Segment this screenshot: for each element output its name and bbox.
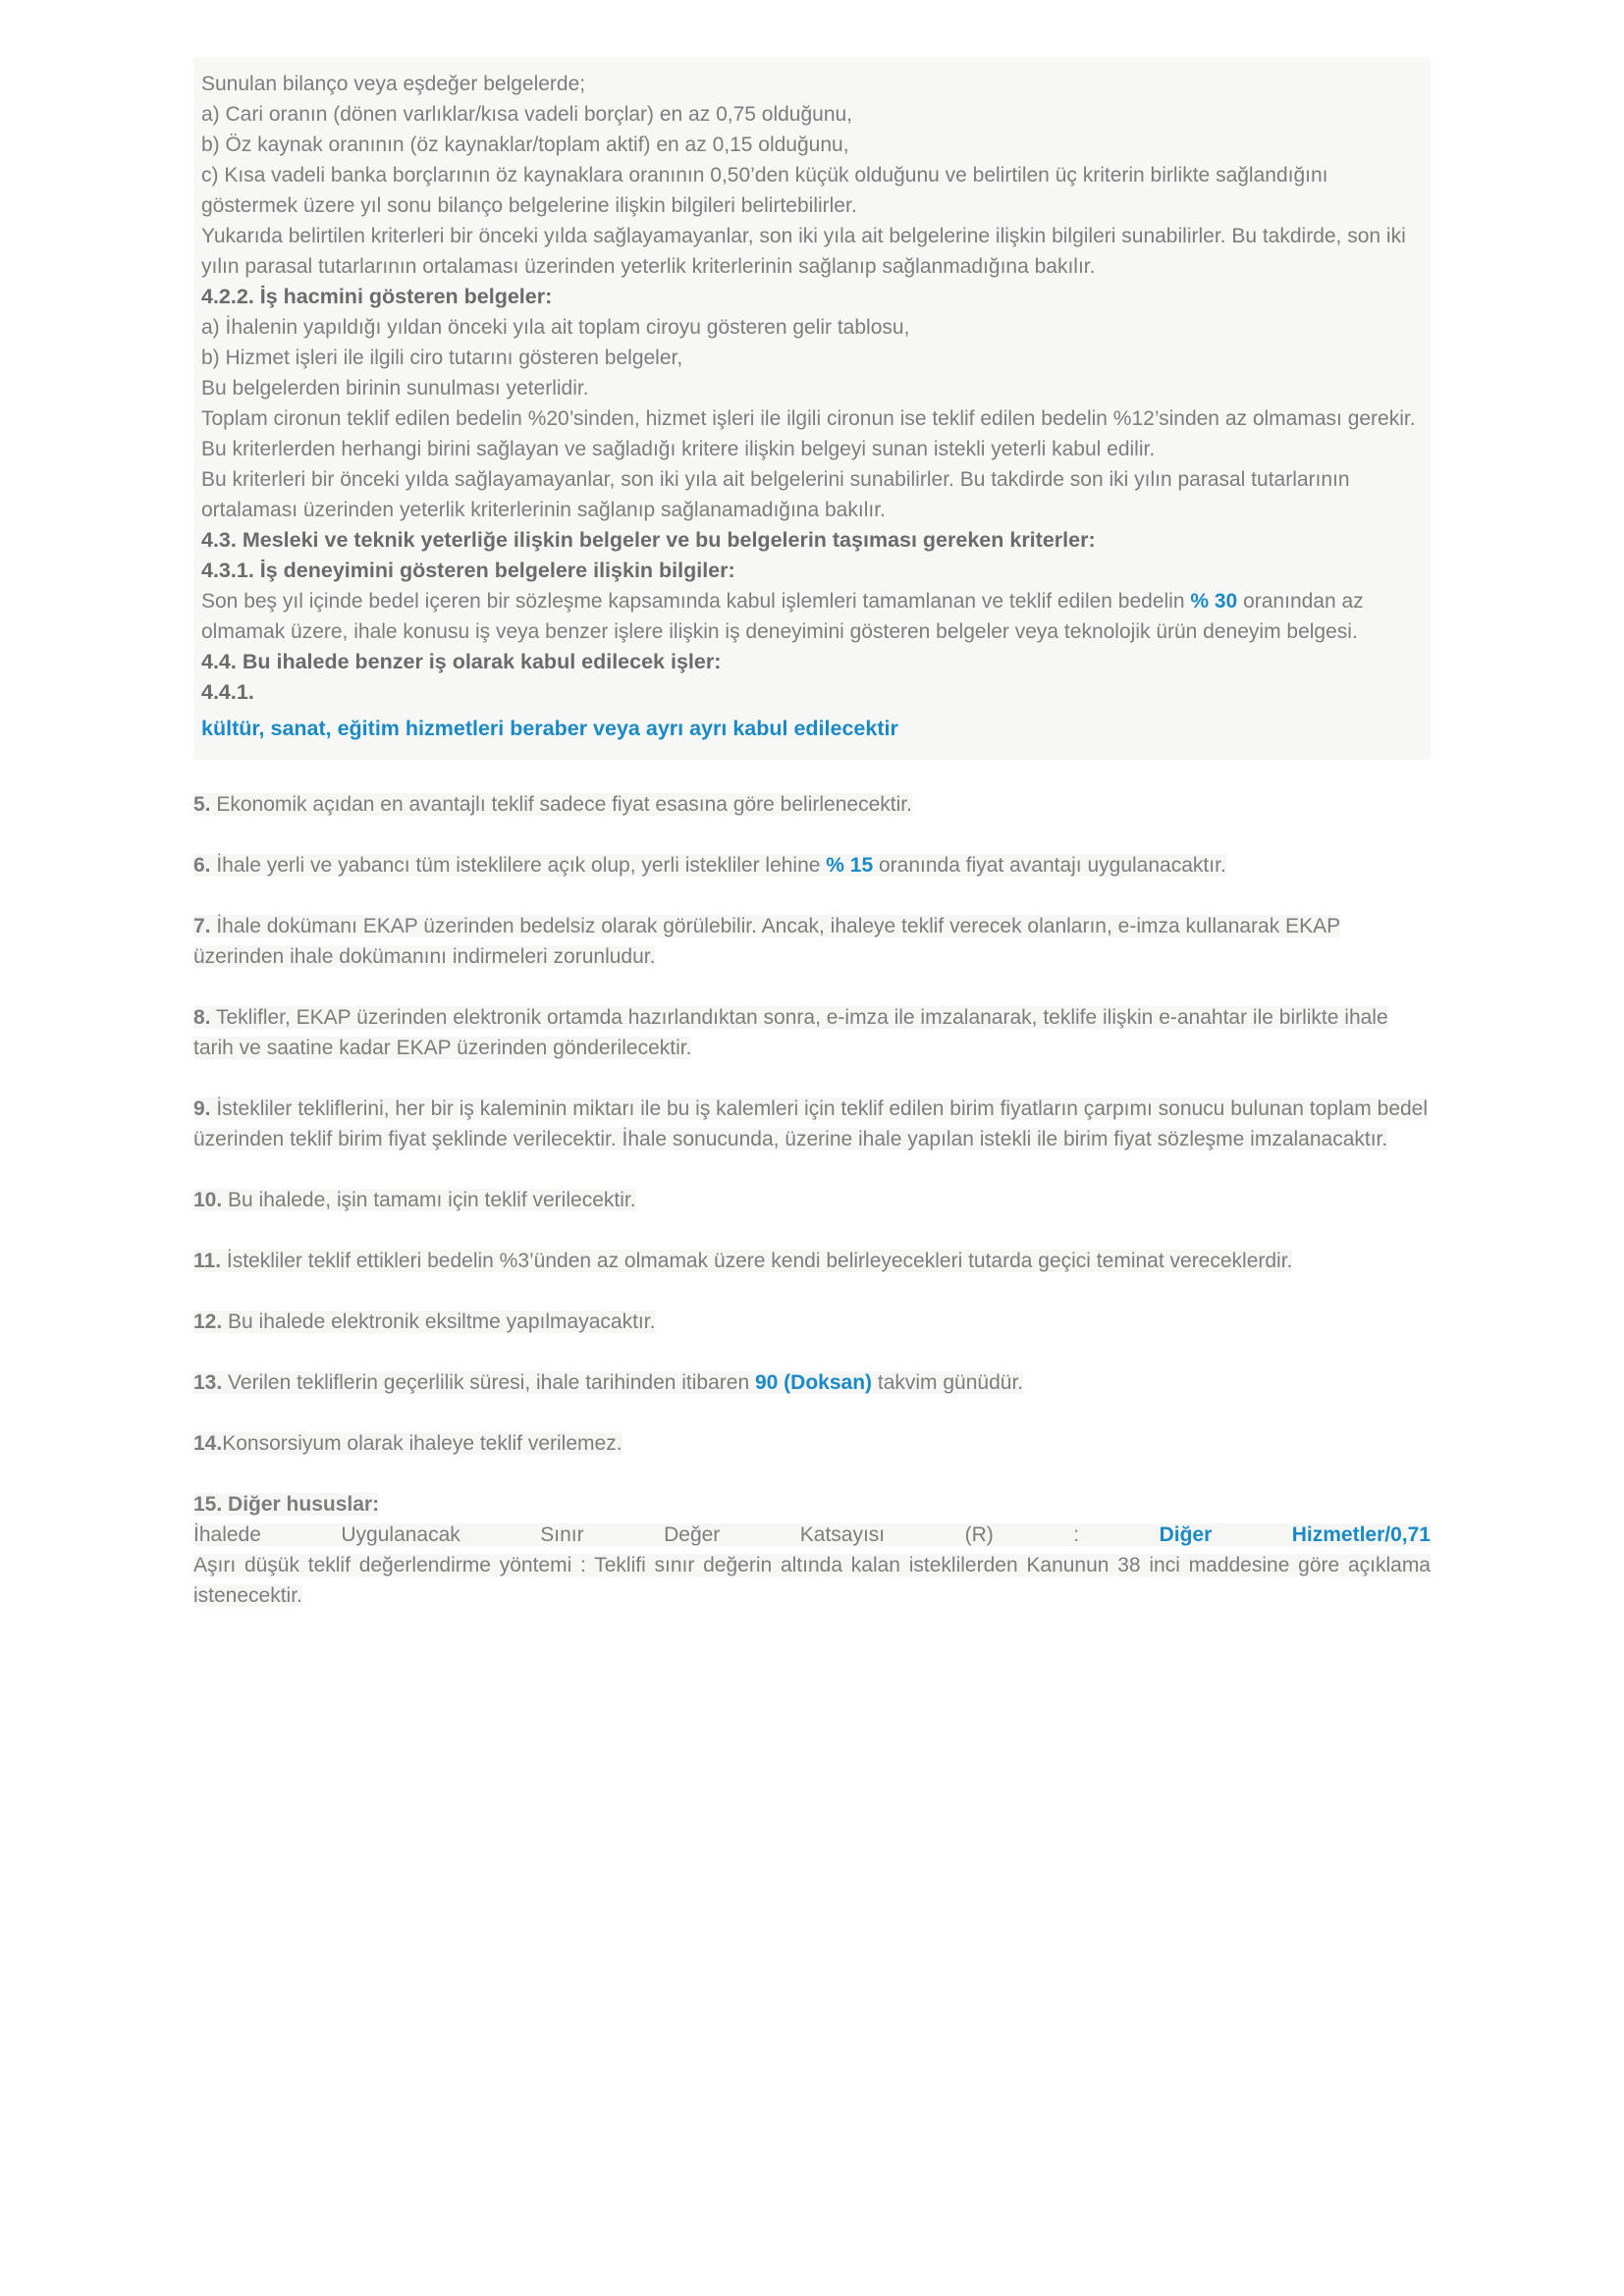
- heading-4-3-1: 4.3.1. İş deneyimini gösteren belgelere ilişkin bilgiler:: [201, 559, 735, 582]
- low-offer-text: Aşırı düşük teklif değerlendirme yöntemi : Teklifi sınır değerin altında kalan isteklilerden Kanunun 38 inci maddesine göre açıklama istenecektir.: [193, 1554, 1431, 1607]
- clause-6-text: [193, 854, 1226, 877]
- clause-5-body: Ekonomik açıdan en avantajlı teklif sadece fiyat esasına göre belirlenecektir.: [210, 793, 912, 816]
- heading-4-3: 4.3. Mesleki ve teknik yeterliğe ilişkin belgeler ve bu belgelerin taşıması gereken kriterler:: [201, 528, 1096, 552]
- clause-7-body: İhale dokümanı EKAP üzerinden bedelsiz olarak görülebilir. Ancak, ihaleye teklif verecek olanların, e-imza kullanarak EKAP üzerinden ihale dokümanını indirmeleri zorunludur.: [193, 915, 1340, 968]
- clause-15: [193, 1489, 1431, 1611]
- clause-14: [193, 1428, 1431, 1459]
- similar-work-line: kültür, sanat, eğitim hizmetleri beraber veya ayrı ayrı kabul edilecektir: [201, 717, 898, 740]
- clause-10-body: Bu ihalede, işin tamamı için teklif verilecektir.: [222, 1189, 636, 1211]
- clause-13-body: Verilen tekliflerin geçerlilik süresi, ihale tarihinden itibaren: [222, 1371, 755, 1394]
- experience-ratio-value: % 30: [1190, 590, 1238, 613]
- business-volume-line-4: Toplam cironun teklif edilen bedelin %20’sinden, hizmet işleri ile ilgili cironun ise teklif edilen bedelin %12’sinden az olmaması gerekir. Bu kriterlerden herhangi birini sağlayan ve sağladığı kritere ilişkin belgeyi sunan istekli yeterli kabul edilir.: [201, 407, 1416, 460]
- work-experience-pre: Son beş yıl içinde bedel içeren bir sözleşme kapsamında kabul işlemleri tamamlanan ve teklif edilen bedelin: [201, 590, 1191, 613]
- limit-coefficient-line: [193, 1520, 1431, 1550]
- clause-12: [193, 1307, 1431, 1337]
- limit-coefficient-label: İhalede Uygulanacak Sınır Değer Katsayısı (R) :: [193, 1523, 1080, 1546]
- intro-line-1: Sunulan bilanço veya eşdeğer belgelerde;: [201, 73, 586, 95]
- business-volume-line-2: b) Hizmet işleri ile ilgili ciro tutarını gösteren belgeler,: [201, 347, 683, 369]
- clause-14-text: [193, 1432, 623, 1455]
- clause-13-text: [193, 1371, 1023, 1394]
- clause-6-body: İhale yerli ve yabancı tüm isteklilere açık olup, yerli istekliler lehine: [210, 854, 827, 877]
- clause-14-body: Konsorsiyum olarak ihaleye teklif verilemez.: [222, 1432, 623, 1455]
- clause-15-heading-line: [193, 1489, 1431, 1520]
- clause-8: [193, 1002, 1431, 1063]
- clause-9-body: İstekliler tekliflerini, her bir iş kaleminin miktarı ile bu iş kalemleri için teklif edilen birim fiyatların çarpımı sonucu bulunan toplam bedel üzerinden teklif birim fiyat şeklinde verilecektir. İhale sonucunda, üzerine ihale yapılan istekli ile birim fiyat sözleşme imzalanacaktır.: [193, 1097, 1429, 1150]
- work-experience-paragraph: [201, 586, 1423, 647]
- limit-coefficient-text: [193, 1523, 1431, 1546]
- clause-8-number: 8.: [193, 1006, 211, 1029]
- limit-coefficient-value: Diğer Hizmetler/0,71: [1159, 1523, 1431, 1546]
- business-volume-line-5: Bu kriterleri bir önceki yılda sağlayamayanlar, son iki yıla ait belgelerini sunabilirler. Bu takdirde son iki yılın parasal tutarlarının ortalaması üzerinden yeterlik kriterlerinin sağlanıp sağlanamadığına bakılır.: [201, 468, 1350, 521]
- clause-5-text: [193, 793, 912, 816]
- clause-6-number: 6.: [193, 854, 211, 877]
- clause-10-number: 10.: [193, 1189, 223, 1211]
- clause-5: [193, 789, 1431, 820]
- clause-10: [193, 1185, 1431, 1215]
- clause-9: [193, 1094, 1431, 1154]
- business-volume-paragraph: [201, 312, 1423, 525]
- tender-notice-page: [193, 0, 1431, 2239]
- clause-13-body-end: takvim günüdür.: [872, 1371, 1024, 1394]
- clause-6-body-end: oranında fiyat avantajı uygulanacaktır.: [873, 854, 1226, 877]
- work-experience-post: oranından az olmamak üzere, ihale konusu iş veya benzer işlere ilişkin iş deneyimini gösteren belgeler veya teknolojik ürün deneyim belgesi.: [201, 590, 1364, 643]
- intro-line-5: Yukarıda belirtilen kriterleri bir önceki yılda sağlayamayanlar, son iki yıla ait belgelerine ilişkin bilgileri sunabilirler. Bu takdirde, son iki yılın parasal tutarlarının ortalaması üzerinden yeterlik kriterlerinin sağlanıp sağlanmadığına bakılır.: [201, 225, 1406, 278]
- offer-validity-value: 90 (Doksan): [754, 1371, 873, 1394]
- clause-8-body: Teklifler, EKAP üzerinden elektronik ortamda hazırlandıktan sonra, e-imza ile imzalanarak, teklife ilişkin e-anahtar ile birlikte ihale tarih ve saatine kadar EKAP üzerinden gönderilecektir.: [193, 1006, 1388, 1059]
- clause-11: [193, 1246, 1431, 1276]
- general-clauses-section: [193, 760, 1431, 1611]
- clause-7-text: [193, 915, 1340, 968]
- clause-12-number: 12.: [193, 1310, 223, 1333]
- clause-7: [193, 911, 1431, 972]
- heading-4-4-1: 4.4.1.: [201, 680, 254, 704]
- clause-5-number: 5.: [193, 793, 211, 816]
- heading-4-2-2: 4.2.2. İş hacmini gösteren belgeler:: [201, 285, 553, 308]
- clause-10-text: [193, 1189, 636, 1211]
- clause-8-text: [193, 1006, 1388, 1059]
- clause-12-body: Bu ihalede elektronik eksiltme yapılmayacaktır.: [222, 1310, 656, 1333]
- clause-13-number: 13.: [193, 1371, 223, 1394]
- clause-9-number: 9.: [193, 1097, 211, 1120]
- clause-9-text: [193, 1097, 1428, 1150]
- clause-15-heading: 15. Diğer hususlar:: [193, 1493, 380, 1516]
- intro-line-4: c) Kısa vadeli banka borçlarının öz kaynaklara oranının 0,50’den küçük olduğunu ve belirtilen üç kriterin birlikte sağlandığını göstermek üzere yıl sonu bilanço belgelerine ilişkin bilgileri belirtebilirler.: [201, 164, 1328, 217]
- intro-line-3: b) Öz kaynak oranının (öz kaynaklar/toplam aktif) en az 0,15 olduğunu,: [201, 133, 849, 156]
- clause-11-body: İstekliler teklif ettikleri bedelin %3’ünden az olmamak üzere kendi belirleyecekleri tutarda geçici teminat vereceklerdir.: [221, 1250, 1293, 1272]
- clause-6: [193, 850, 1431, 881]
- balance-sheet-paragraph: [201, 69, 1423, 282]
- clause-15-heading-text: [193, 1493, 379, 1516]
- clause-12-text: [193, 1310, 655, 1333]
- clause-14-number: 14.: [193, 1432, 223, 1455]
- qualification-section: [193, 57, 1431, 760]
- clause-13: [193, 1367, 1431, 1398]
- heading-4-4: 4.4. Bu ihalede benzer iş olarak kabul edilecek işler:: [201, 650, 722, 673]
- business-volume-line-1: a) İhalenin yapıldığı yıldan önceki yıla ait toplam ciroyu gösteren gelir tablosu,: [201, 316, 910, 339]
- clause-11-number: 11.: [193, 1250, 222, 1272]
- intro-line-2: a) Cari oranın (dönen varlıklar/kısa vadeli borçlar) en az 0,75 olduğunu,: [201, 103, 853, 126]
- clause-7-number: 7.: [193, 915, 211, 937]
- clause-11-text: [193, 1250, 1292, 1272]
- low-offer-paragraph: [193, 1550, 1431, 1611]
- domestic-advantage-value: % 15: [826, 854, 874, 877]
- business-volume-line-3: Bu belgelerden birinin sunulması yeterlidir.: [201, 377, 589, 400]
